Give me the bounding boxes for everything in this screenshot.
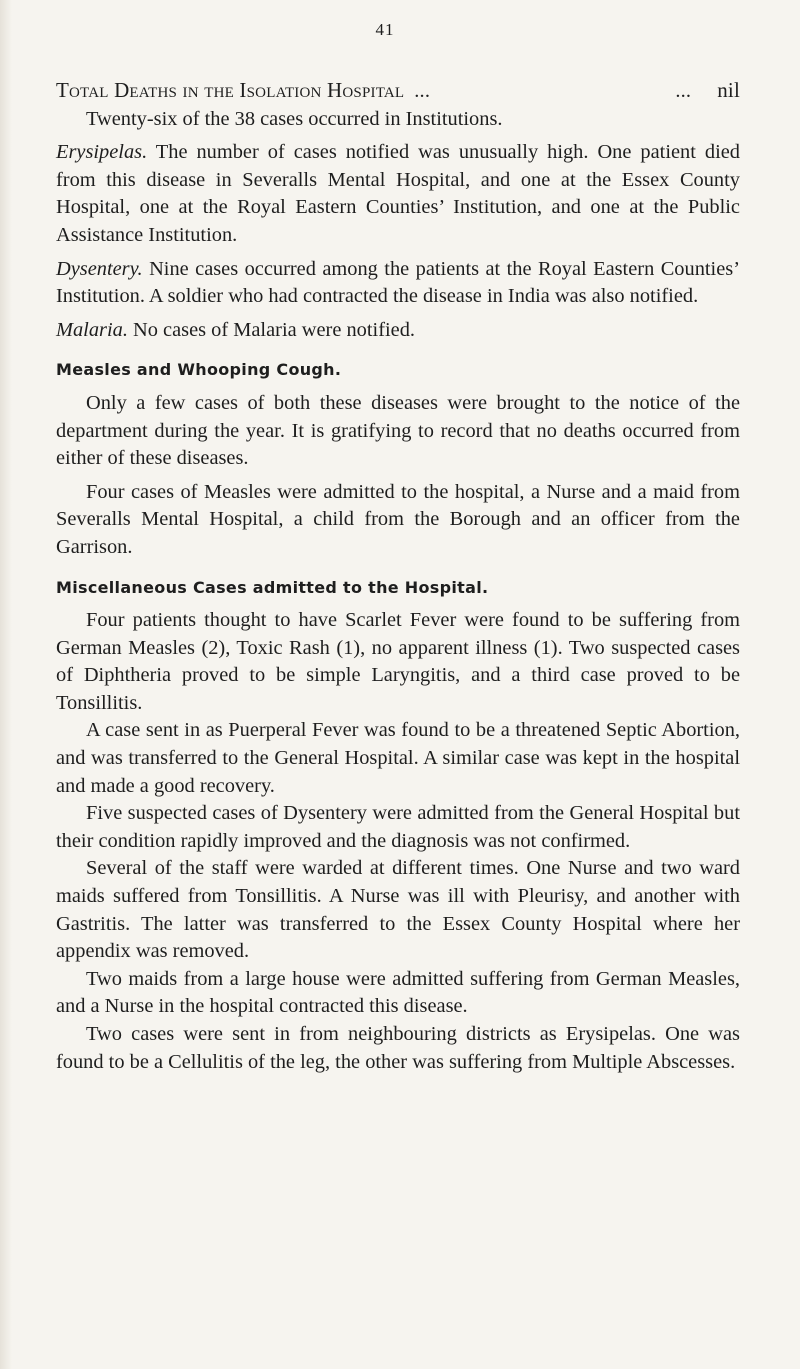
malaria-text: No cases of Malaria were notified. <box>127 318 415 341</box>
total-deaths-line <box>56 77 740 106</box>
erysipelas-title: Erysipelas. <box>56 141 148 164</box>
measles-paragraph-1: Only a few cases of both these diseases were brought to the notice of the department during the year. It is gratifying to record that no deaths occurred from either of these diseases. <box>56 391 740 470</box>
page-edge-shadow <box>0 0 12 1369</box>
misc-paragraph-1: Four patients thought to have Scarlet Fever were found to be suffering from German Measles (2), Toxic Rash (1), no apparent illness (1). Two suspected cases of Diphtheria proved to be simple Laryngitis, and a third case proved to be Tonsillitis. <box>56 609 740 714</box>
misc-section-heading: Miscellaneous Cases admitted to the Hospital. <box>56 577 489 597</box>
leader-dots-1: ... <box>414 80 431 102</box>
misc-paragraph-4: Several of the staff were warded at different times. One Nurse and two ward maids suffered from Tonsillitis. A Nurse was ill with Pleurisy, and another with Gastritis. The latter was transferred to the Essex County Hospital where her appendix was removed. <box>56 857 740 963</box>
misc-paragraph-3: Five suspected cases of Dysentery were admitted from the General Hospital but their condition rapidly improved and the diagnosis was not confirmed. <box>56 802 740 852</box>
erysipelas-text: The number of cases notified was unusually high. One patient died from this disease in Severalls Mental Hospital, and one at the Essex County Hospital, one at the Royal Eastern Counties’ Institution, and one at the Public Assistance Institution. <box>56 141 740 246</box>
institutions-line: Twenty-six of the 38 cases occurred in Institutions. <box>86 107 503 130</box>
malaria-title: Malaria. <box>56 318 128 341</box>
total-deaths-label: Total Deaths in the Isolation Hospital <box>56 78 405 102</box>
measles-paragraph-2: Four cases of Measles were admitted to the hospital, a Nurse and a maid from Severalls Mental Hospital, a child from the Borough and an officer from the Garrison. <box>56 480 740 558</box>
dysentery-text: Nine cases occurred among the patients at the Royal Eastern Counties’ Institution. A soldier who had contracted the disease in India was also notified. <box>56 257 740 308</box>
page-number: 41 <box>375 20 395 39</box>
malaria-paragraph <box>56 317 740 345</box>
document-body <box>56 77 740 1076</box>
leader-dots-2: ... <box>675 80 692 102</box>
dysentery-paragraph <box>56 256 740 311</box>
dysentery-title: Dysentery. <box>56 257 143 280</box>
misc-paragraph-5: Two maids from a large house were admitted suffering from German Measles, and a Nurse in the hospital contracted this disease. <box>56 967 740 1018</box>
total-deaths-value: nil <box>717 78 740 102</box>
erysipelas-paragraph <box>56 139 740 249</box>
misc-paragraph-2: A case sent in as Puerperal Fever was found to be a threatened Septic Abortion, and was transferred to the General Hospital. A similar case was kept in the hospital and made a good recovery. <box>56 719 740 797</box>
misc-paragraph-6: Two cases were sent in from neighbouring districts as Erysipelas. One was found to be a Cellulitis of the leg, the other was suffering from Multiple Abscesses. <box>56 1023 740 1073</box>
measles-section-heading: Measles and Whooping Cough. <box>56 360 342 380</box>
